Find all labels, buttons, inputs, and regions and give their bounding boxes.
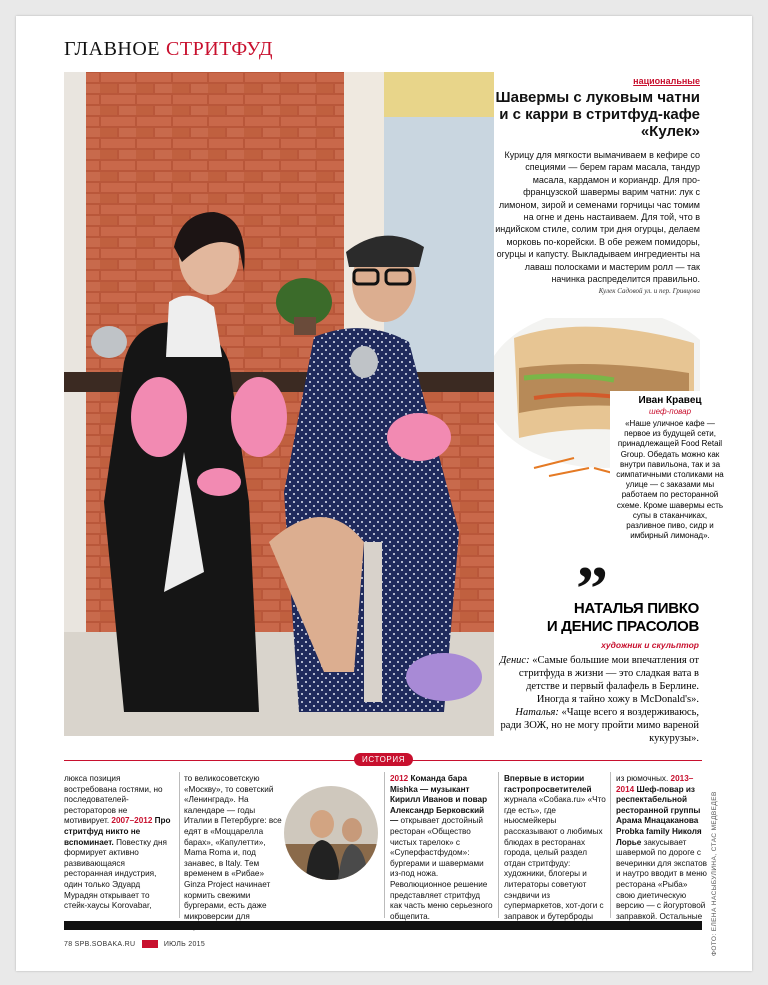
- col4-text-b: журнала «Собака.ru» «Что где есть», где ньюсмейкеры рассказывают о любимых блюдах в ресторанах города, целый раздел отдан стритфуду: художники, блогеры и литераторы советуют сэндвичи из супермаркетов, хот-доги с заправок и бутерброды: [504, 795, 606, 921]
- col3-text-a: Команда бара Mishka — музыкант Кирилл Иванов и повар Александр Берковский —: [390, 774, 488, 826]
- article-title: Шавермы с луковым чатни и с карри в стритфуд-кафе «Кулек»: [495, 89, 700, 140]
- history-label: ИСТОРИЯ: [354, 753, 413, 766]
- chef-box: [610, 391, 730, 547]
- magazine-page: [16, 16, 752, 971]
- history-col-3: [390, 774, 494, 922]
- col3-text-b: открывает достойный ресторан «Общество чистых тарелок» с «Суперфастфудом»: бургерами и шавермами из-под ножа. Революционное решение представляет стритфуд как часть меню серьезного общепита.: [390, 816, 493, 921]
- quote-mark: ”: [576, 553, 608, 624]
- col2-text: то великосоветскую «Москву», то советский «Ленинград». На календаре — годы Италии в Петербурге: все едят в «Моццарелла барах», «Капулетти», Mama Roma и, под занавес, в Italy. Тем временем в «Рибае» Ginza Project начинает кормить свежими бургерами, есть даже микроверсии для: [184, 774, 282, 921]
- col5-year: 2013–2014: [616, 774, 694, 794]
- col-divider: [498, 772, 499, 918]
- history-col-5: [616, 774, 708, 922]
- history-portrait: [284, 786, 378, 880]
- chef-name: Иван Кравец: [638, 395, 702, 406]
- section-header: [64, 38, 273, 61]
- col-divider: [610, 772, 611, 918]
- sobaka-logo-icon: [142, 940, 158, 948]
- article-body: Курицу для мягкости вымачиваем в кефире со специями — берем гарам масала, тандур масала, кардамон и кориандр. Для про-французской шавермы варим чатни: лук с лимоном, зирой и семенами горчицы час томим на огне и день настаиваем. Для той, что в индийском стиле, солим три дня огурцы, делаем морковь по-корейски. В обе режем помидоры, огурцы и капусту. Выкладываем ингредиенты на лаваш полосками и мастерим ролл — так начинка распределится правильно.: [495, 150, 700, 285]
- persons-line2: И ДЕНИС ПРАСОЛОВ: [546, 618, 699, 635]
- col-divider: [179, 772, 180, 918]
- site-url[interactable]: SPB.SOBAKA.RU: [74, 940, 136, 948]
- chef-role: шеф-повар: [648, 407, 692, 416]
- persons-line1: НАТАЛЬЯ ПИВКО: [573, 600, 699, 617]
- quote2-author: Наталья:: [515, 707, 559, 718]
- quote2-text: «Чаще всего я воздерживаюсь, ради ЗОЖ, но не могу пройти мимо вареной кукурузы».: [500, 707, 699, 744]
- col1-year: 2007–2012: [111, 816, 153, 826]
- col1-text-b: Про стритфуд никто не вспоминает.: [64, 816, 171, 847]
- col-divider: [384, 772, 385, 918]
- persons-title: [496, 600, 699, 636]
- header-main: ГЛАВНОЕ: [64, 38, 161, 60]
- article-address: Кулек Садовой ул. и пер. Гривцова: [598, 287, 700, 296]
- page-footer: [64, 940, 205, 948]
- col3-year: 2012: [390, 774, 409, 783]
- article-column: [494, 76, 700, 295]
- persons-quotes: [496, 654, 699, 745]
- issue-date: ИЮЛЬ 2015: [163, 940, 206, 948]
- history-col-2: [184, 774, 284, 933]
- article-category[interactable]: национальные: [633, 76, 700, 86]
- photo-credit: [711, 766, 730, 956]
- persons-role: художник и скульптор: [601, 640, 699, 650]
- history-col-1: [64, 774, 174, 912]
- chef-quote: «Наше уличное кафе — первое из будущей сети, принадлежащей Food Retail Group. Обедать можно как внутри павильона, так и за симпатичными столиками на улице — с заказами мы работаем по ресторанной схеме. Кроме шавермы есть супы в стаканчиках, разливное пиво, сидр и имбирный лимонад».: [616, 419, 724, 541]
- col1-text-a: люкса позиция востребована гостями, но последователей-рестораторов не мотивирует.: [64, 774, 163, 826]
- header-section: СТРИТФУД: [166, 38, 273, 60]
- quote1-text: «Самые большие мои впечатления от стритфуда в жизни — это сладкая вата в детстве и первый фалафель в Берлине. Иногда я тайно хожу в McDonald's».: [518, 655, 699, 705]
- bottom-bar: [64, 921, 702, 930]
- main-photo: [64, 72, 494, 736]
- quote1-author: Денис:: [499, 655, 530, 666]
- col4-text-a: Впервые в истории гастропросветителей: [504, 774, 592, 794]
- col5-text-b: Шеф-повар из респектабельной ресторанной группы Арама Мнацаканова Probka family Николя Лорье: [616, 784, 702, 847]
- page-number: 78: [64, 940, 73, 948]
- col5-text-a: из рюмочных.: [616, 774, 669, 783]
- col1-text-c: Повестку дня формирует активно развивающаяся ресторанная индустрия, один только Эдуард Мурадян открывает то стейк-хаусы Korovabar,: [64, 837, 167, 911]
- photo-credit-text: ФОТО: ЕЛЕНА НАСЫБУЛИНА, СТАС МЕДВЕДЕВ: [711, 791, 718, 956]
- col5-text-c: закусывает шавермой по дороге с вечеринки для экспатов и наутро вводит в меню ресторана «Рыба» свою диетическую версию — с йогуртовой заправкой. Остальные: [616, 837, 708, 921]
- history-col-4: [504, 774, 606, 922]
